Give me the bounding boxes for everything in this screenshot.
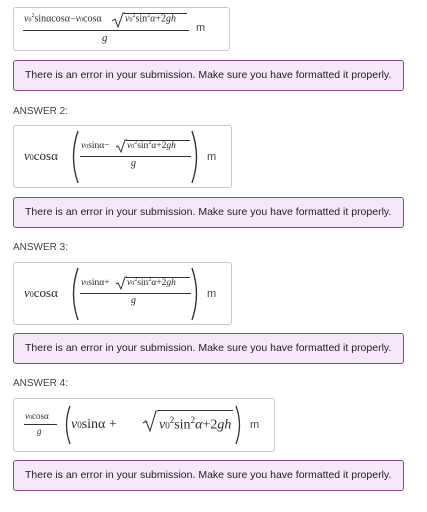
answer-1-error-message: There is an error in your submission. Make sure you have formatted it properly. bbox=[13, 60, 404, 91]
answer-2-error-message: There is an error in your submission. Make sure you have formatted it properly. bbox=[13, 197, 404, 228]
answer-1-unit: m bbox=[196, 22, 206, 34]
answer-4-display: v0cosα g v0sinα + $v0^2\sin^2\alpha+2gh$ m bbox=[13, 398, 275, 452]
answer-3-unit: m bbox=[207, 288, 217, 300]
answer-4-error-message: There is an error in your submission. Make sure you have formatted it properly. bbox=[13, 460, 404, 491]
answer-3-display: v0cosα v0sinα+ $v0^2\sin^2\alpha+2gh$ g m bbox=[13, 262, 232, 325]
answer-4-label: ANSWER 4: bbox=[13, 378, 69, 389]
answer-2-unit: m bbox=[207, 151, 217, 163]
answer-2-label: ANSWER 2: bbox=[13, 106, 69, 117]
answer-2-display: v0cosα v0sinα− $v0^2\sin^2\alpha+2gh$ g m bbox=[13, 125, 232, 188]
answer-1-display: $v0^2\sin\alpha\cos\alpha-v0\cos\alpha$ $v0^2\sin^2\alpha+2gh$ g m bbox=[13, 7, 230, 51]
answer-4-unit: m bbox=[250, 419, 260, 431]
answer-3-error-message: There is an error in your submission. Make sure you have formatted it properly. bbox=[13, 333, 404, 364]
answer-3-label: ANSWER 3: bbox=[13, 242, 69, 253]
